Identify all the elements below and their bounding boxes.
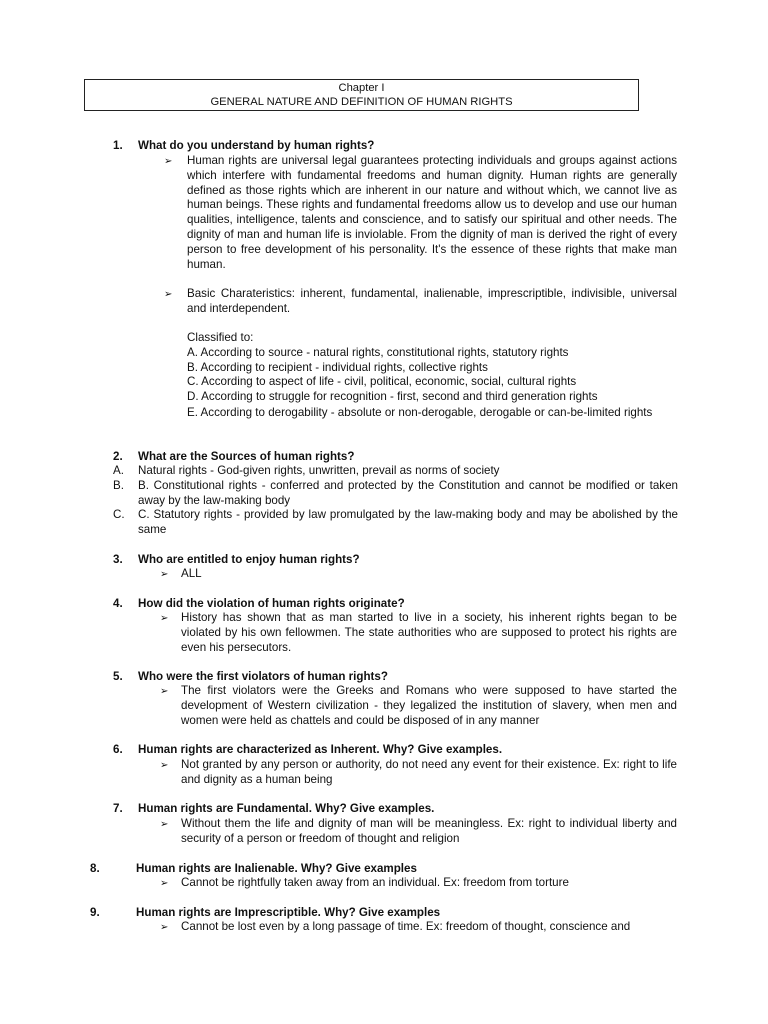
q8-question: Human rights are Inalienable. Why? Give examples [136, 862, 417, 875]
bullet-arrow-icon: ➢ [160, 922, 169, 933]
chapter-header-box [84, 79, 639, 111]
q1-question: What do you understand by human rights? [138, 139, 375, 152]
q5-answer: The first violators were the Greeks and Romans who were supposed to have started the development of Western civilization - they legalized the institution of slavery, when men and women were held as chattels and could be disposed of in any manner [181, 684, 677, 727]
q2-item-text: B. Constitutional rights - conferred and protected by the Constitution and cannot be modified or taken away by the law-making body [138, 479, 678, 507]
q1-classified-b: B. According to recipient - individual rights, collective rights [187, 361, 488, 374]
q4-number: 4. [113, 597, 123, 610]
q7-answer: Without them the life and dignity of man will be meaningless. Ex: right to individual liberty and security of a person or freedom of thought and religion [181, 817, 677, 845]
q2-item-letter: B. [113, 479, 124, 492]
q2-item-text: Natural rights - God-given rights, unwritten, prevail as norms of society [138, 464, 500, 477]
q4-answer: History has shown that as man started to live in a society, his inherent rights began to be violated by his own fellowmen. The state authorities who are supposed to protect his rights are even his persecutors. [181, 611, 677, 654]
bullet-arrow-icon: ➢ [160, 686, 169, 697]
q5-number: 5. [113, 670, 123, 683]
q8-number: 8. [90, 862, 100, 875]
bullet-arrow-icon: ➢ [160, 569, 169, 580]
q2-number: 2. [113, 450, 123, 463]
q1-number: 1. [113, 139, 123, 152]
chapter-label: Chapter I [338, 82, 385, 94]
bullet-arrow-icon: ➢ [160, 613, 169, 624]
q3-number: 3. [113, 553, 123, 566]
q2-item-letter: C. [113, 508, 125, 521]
q2-item-text: C. Statutory rights - provided by law promulgated by the law-making body and may be abolished by the same [138, 508, 678, 536]
q6-question: Human rights are characterized as Inherent. Why? Give examples. [138, 743, 503, 756]
q3-answer: ALL [181, 567, 202, 580]
q1-classified-d: D. According to struggle for recognition - first, second and third generation rights [187, 390, 598, 403]
q7-number: 7. [113, 802, 123, 815]
bullet-arrow-icon: ➢ [160, 878, 169, 889]
bullet-arrow-icon: ➢ [164, 289, 173, 300]
q6-answer: Not granted by any person or authority, do not need any event for their existence. Ex: right to life and dignity as a human being [181, 758, 677, 786]
q1-classified-c: C. According to aspect of life - civil, political, economic, social, cultural rights [187, 375, 577, 388]
q2-item-letter: A. [113, 464, 124, 477]
bullet-arrow-icon: ➢ [164, 156, 173, 167]
q3-question: Who are entitled to enjoy human rights? [138, 553, 360, 566]
q1-classified-label: Classified to: [187, 331, 254, 344]
bullet-arrow-icon: ➢ [160, 760, 169, 771]
q2-question: What are the Sources of human rights? [138, 450, 355, 463]
q1-classified-a: A. According to source - natural rights, constitutional rights, statutory rights [187, 346, 569, 359]
bullet-arrow-icon: ➢ [160, 819, 169, 830]
q9-question: Human rights are Imprescriptible. Why? Give examples [136, 906, 441, 919]
q1-answer: Human rights are universal legal guarantees protecting individuals and groups against actions which interfere with fundamental freedoms and human dignity. Human rights are generally defined as those rights which are inherent in our nature and without which, we cannot live as human beings. These rights and fundamental freedoms allow us to develop and use our human qualities, intelligence, talents and conscience, and to satisfy our spiritual and other needs. The dignity of man and human life is inviolable. From the dignity of man is derived the right of every person to free development of his personality. It's the essence of these rights that make man human. [187, 154, 677, 271]
q5-question: Who were the first violators of human rights? [138, 670, 388, 683]
q9-answer: Cannot be lost even by a long passage of time. Ex: freedom of thought, conscience and [181, 920, 631, 933]
q1-characteristics: Basic Charateristics: inherent, fundamental, inalienable, imprescriptible, indivisible, universal and interdependent. [187, 287, 677, 315]
q9-number: 9. [90, 906, 100, 919]
q8-answer: Cannot be rightfully taken away from an individual. Ex: freedom from torture [181, 876, 569, 889]
q4-question: How did the violation of human rights originate? [138, 597, 405, 610]
q7-question: Human rights are Fundamental. Why? Give examples. [138, 802, 435, 815]
q1-classified-e: E. According to derogability - absolute or non-derogable, derogable or can-be-limited rights [187, 406, 653, 419]
q6-number: 6. [113, 743, 123, 756]
chapter-title: GENERAL NATURE AND DEFINITION OF HUMAN RIGHTS [210, 96, 513, 108]
